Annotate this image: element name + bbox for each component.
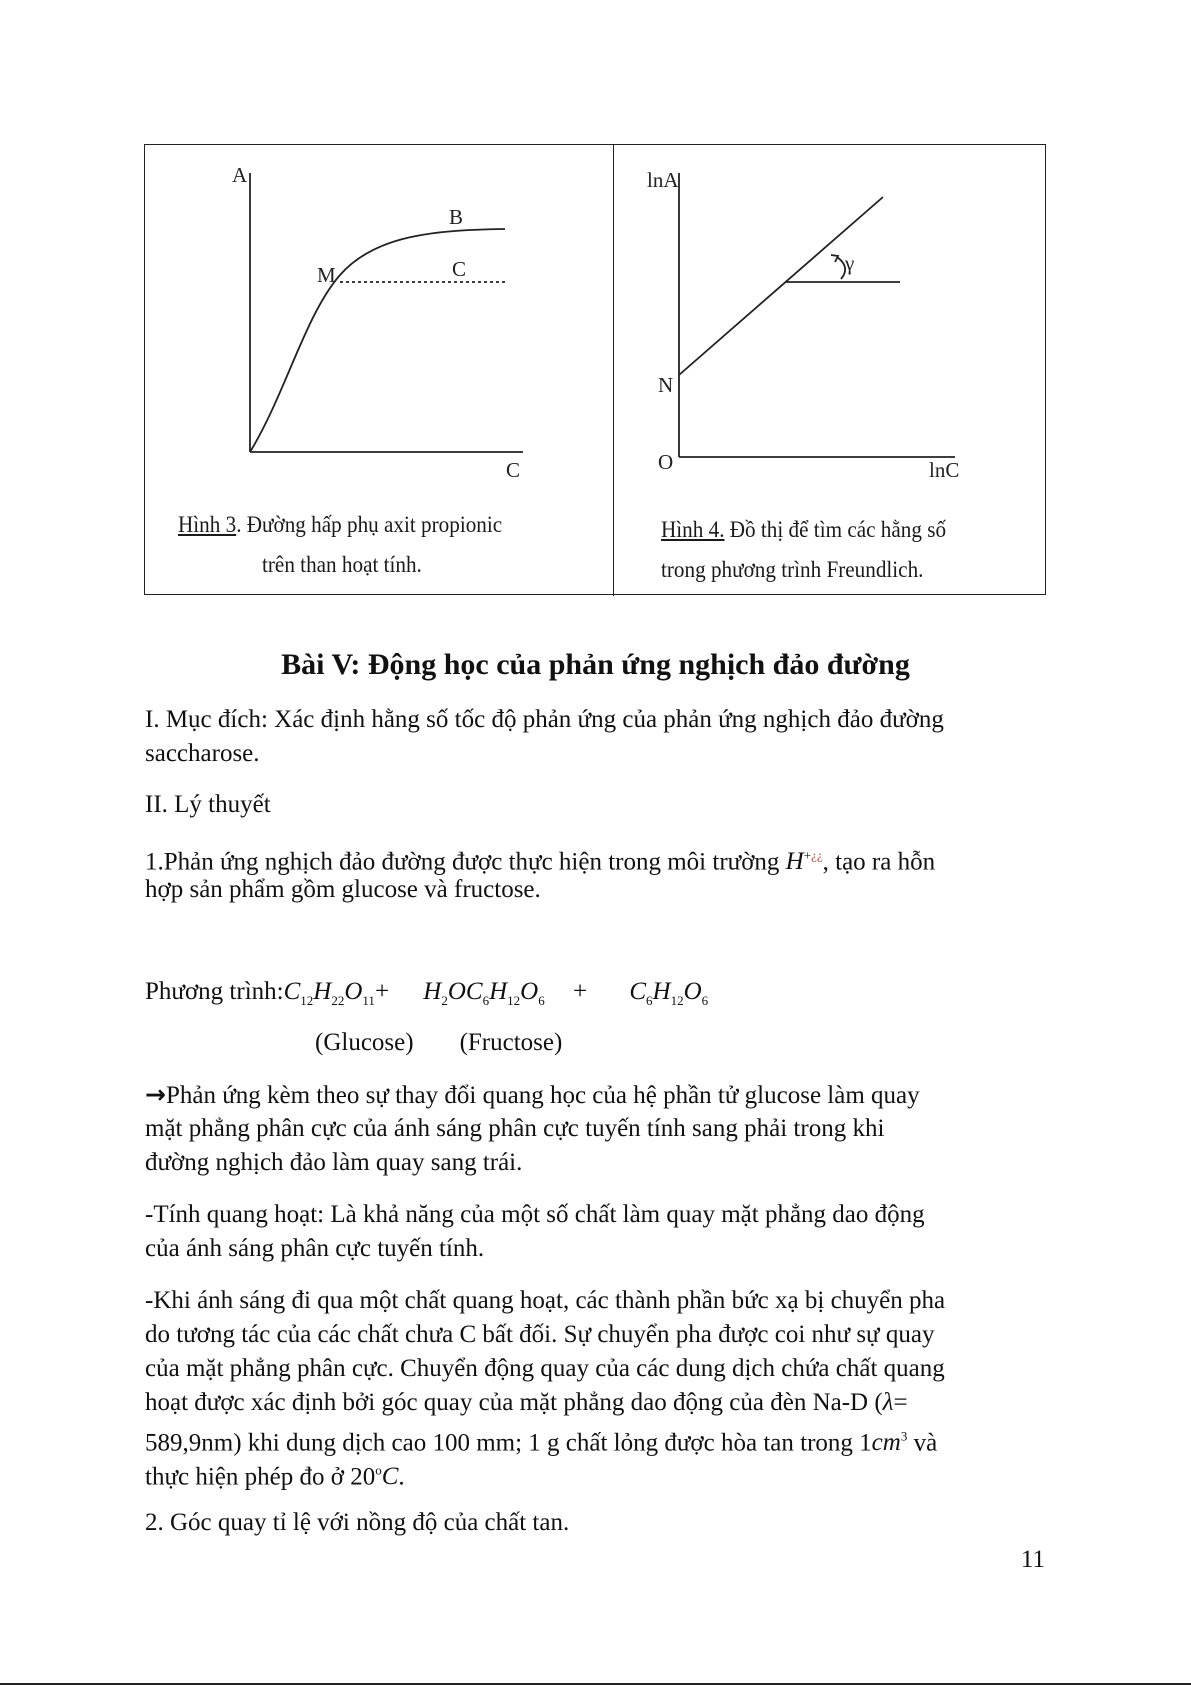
equation-names — [315, 1026, 715, 1060]
purpose-line2: saccharose. — [145, 740, 260, 767]
sucrose-formula — [283, 978, 375, 1008]
page-number: 11 — [1020, 1546, 1045, 1573]
optical-change-line2: mặt phẳng phân cực của ánh sáng phân cực tuyến tính sang phải trong khi — [145, 1115, 885, 1142]
sucrose-h: H — [313, 978, 332, 1005]
fructose-formula — [629, 978, 709, 1008]
fructose-o: O — [683, 978, 702, 1005]
figure4-graph — [679, 173, 955, 457]
cm-cube-exponent: 3 — [900, 1429, 908, 1444]
equation-line — [145, 975, 1045, 1018]
water-h: H — [423, 978, 442, 1005]
glucose-h: H — [489, 978, 508, 1005]
figure3-caption-label: Hình 3 — [178, 512, 237, 537]
right-arrow-icon: → — [145, 1080, 166, 1109]
glucose-o-count: 6 — [538, 993, 545, 1008]
light-para-line6-text: thực hiện phép đo ở — [145, 1463, 351, 1491]
h-plus-sign: + — [803, 848, 812, 863]
reaction-line2: hợp sản phẩm gồm glucose và fructose. — [145, 876, 541, 903]
purpose-line1: I. Mục đích: Xác định hằng số tốc độ phản ứng của phản ứng nghịch đảo đường — [145, 706, 944, 733]
reaction-line1-end: , tạo ra hỗn — [822, 848, 936, 876]
figure4-line — [679, 197, 883, 375]
figure3-point-b: B — [449, 205, 464, 229]
light-para-line6 — [145, 1454, 1045, 1494]
figure4-caption-line2: trong phương trình Freundlich. — [661, 557, 924, 582]
figure3-graph — [250, 173, 523, 452]
optical-change-line1-text: Phản ứng kèm theo sự thay đổi quang học của hệ phần tử glucose làm quay — [165, 1082, 920, 1109]
fructose-c-count: 6 — [646, 993, 653, 1008]
figure3-axis-c-label: C — [506, 458, 521, 482]
h-symbol: H — [785, 848, 804, 876]
sucrose-c: C — [283, 978, 301, 1005]
figure4-caption-text: Đồ thị để tìm các hằng số — [724, 517, 947, 542]
water-formula — [423, 978, 466, 1008]
glucose-name: (Glucose) — [315, 1029, 414, 1056]
optical-activity-line2: của ánh sáng phân cực tuyến tính. — [145, 1235, 485, 1262]
figure3-caption-line2: trên than hoạt tính. — [262, 552, 422, 577]
glucose-formula — [465, 978, 545, 1008]
theory-heading: II. Lý thuyết — [145, 791, 271, 818]
water-o: O — [447, 978, 466, 1005]
h-garbled-chars: ¿¿ — [811, 848, 823, 863]
figure3-point-c: C — [452, 257, 467, 281]
h-plus-formula — [786, 848, 823, 875]
figure3-point-m: M — [317, 263, 336, 287]
figure3-curve — [250, 229, 505, 452]
cm-unit: cm — [871, 1429, 901, 1457]
volume-one: 1 — [859, 1429, 872, 1457]
rotation-angle-line: 2. Góc quay tỉ lệ với nồng độ của chất tan. — [145, 1509, 570, 1536]
temperature-value: 20 — [350, 1463, 376, 1491]
equation-plus-2: + — [572, 978, 588, 1005]
sucrose-h-count: 22 — [331, 993, 345, 1008]
light-para-line3: của mặt phẳng phân cực. Chuyển động quay của các dung dịch chứa chất quang — [145, 1355, 945, 1382]
light-para-line5-text: 589,9nm) khi dung dịch cao 100 mm; 1 g chất lỏng được hòa tan trong — [145, 1429, 860, 1457]
light-para-line4 — [145, 1386, 1045, 1420]
fructose-h-count: 12 — [670, 993, 684, 1008]
optical-activity-line1: -Tính quang hoạt: Là khả năng của một số chất làm quay mặt phẳng dao động — [145, 1201, 925, 1228]
fructose-o-count: 6 — [701, 993, 709, 1008]
glucose-h-count: 12 — [507, 993, 521, 1008]
figure3-caption-text: . Đường hấp phụ axit propionic — [236, 512, 503, 537]
figure4-axis-lna-label: lnA — [647, 168, 679, 192]
volume-unit — [872, 1429, 908, 1456]
reaction-line1-text: 1.Phản ứng nghịch đảo đường được thực hiện trong môi trường — [145, 848, 786, 876]
optical-change-line1 — [145, 1078, 1045, 1113]
fructose-name: (Fructose) — [459, 1029, 563, 1056]
celsius-c: C — [381, 1463, 399, 1491]
degree-sign: o — [375, 1463, 382, 1478]
sucrose-c-count: 12 — [300, 993, 314, 1008]
optical-change-line3: đường nghịch đảo làm quay sang trái. — [145, 1149, 523, 1176]
figure-box — [144, 144, 1046, 595]
glucose-c: C — [465, 978, 483, 1005]
figure4-caption-line1 — [661, 510, 946, 550]
lambda-equals: = — [893, 1389, 908, 1416]
figure4-origin-label: O — [658, 450, 674, 474]
figure4-angle-arrow-icon — [831, 255, 838, 262]
figure4-caption-label: Hình 4. — [661, 517, 725, 542]
lambda-symbol: λ — [882, 1389, 894, 1416]
water-h-count: 2 — [441, 993, 448, 1008]
light-para-line6-end: . — [398, 1463, 405, 1491]
figure4-angle-gamma: γ — [845, 251, 855, 275]
light-para-line1: -Khi ánh sáng đi qua một chất quang hoạt, các thành phần bức xạ bị chuyển pha — [145, 1287, 946, 1314]
equation-label: Phương trình: — [145, 978, 284, 1005]
equation-plus-1: + — [374, 978, 390, 1005]
figure4-angle-arc — [837, 257, 845, 279]
fructose-c: C — [629, 978, 647, 1005]
figure3-axis-a-label: A — [232, 163, 248, 187]
glucose-c-count: 6 — [482, 993, 490, 1008]
light-para-line4-text: hoạt được xác định bởi góc quay của mặt phẳng dao động của đèn Na-D ( — [145, 1389, 883, 1416]
section-title: Bài V: Động học của phản ứng nghịch đảo đường — [281, 648, 910, 681]
temperature-unit — [375, 1463, 398, 1490]
sucrose-o-count: 11 — [362, 993, 375, 1008]
figure4-axis-lnc-label: lnC — [929, 458, 960, 482]
light-para-line5-end: và — [907, 1429, 938, 1457]
light-para-line2: do tương tác của các chất chưa C bất đối. Sự chuyển pha được coi như sự quay — [145, 1321, 935, 1348]
fructose-h: H — [652, 978, 671, 1005]
sucrose-o: O — [344, 978, 363, 1005]
glucose-o: O — [520, 978, 539, 1005]
figure3-caption-line1 — [178, 505, 502, 545]
figure4-intercept-n: N — [658, 373, 674, 397]
